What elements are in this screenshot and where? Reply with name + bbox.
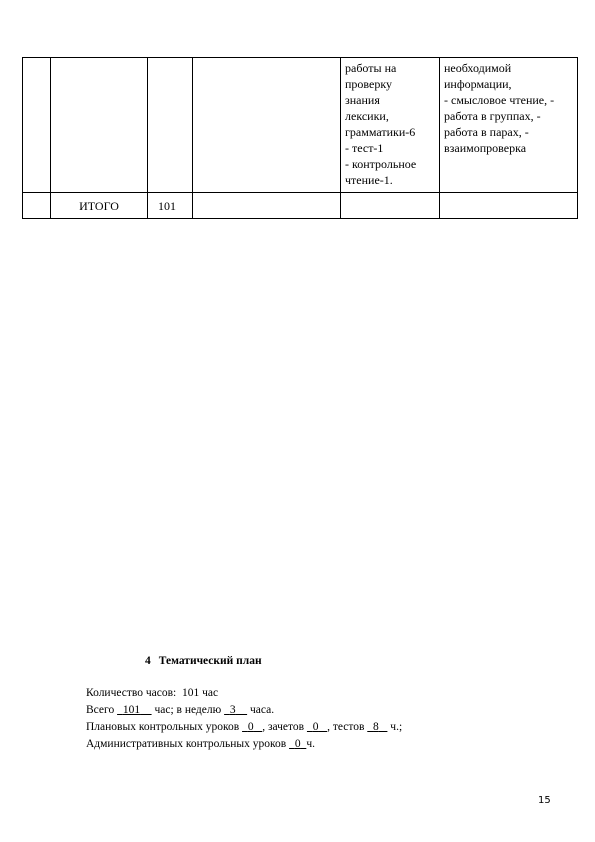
credits-label: , зачетов	[262, 721, 305, 733]
total-row	[23, 193, 578, 219]
curriculum-table	[22, 57, 578, 219]
total-value-cell	[148, 193, 193, 219]
admin-line	[86, 737, 315, 751]
section-title: Тематический план	[158, 655, 262, 667]
admin-prefix: Административных контрольных уроков	[86, 738, 287, 750]
section-number: 4	[145, 655, 151, 667]
page-number: 15	[538, 795, 551, 806]
table-row	[23, 58, 578, 193]
table-cell	[440, 193, 578, 219]
hours-label: Количество часов:	[86, 687, 177, 699]
weekly-suffix: часа.	[249, 704, 275, 716]
table-cell	[51, 58, 148, 193]
total-value: 101	[158, 198, 176, 213]
table-cell	[341, 193, 440, 219]
control-prefix: Плановых контрольных уроков	[86, 721, 240, 733]
credits-value-underlined: 0	[312, 721, 319, 733]
table-cell	[193, 193, 341, 219]
total-mid: час; в неделю	[154, 704, 222, 716]
total-value-underlined: 101	[122, 704, 141, 716]
table-cell-activities	[440, 58, 578, 193]
activities-text: необходимой информации, - смысловое чтение, - работа в группах, - работа в парах, - взаимопроверка	[444, 61, 555, 155]
table-cell	[23, 193, 51, 219]
total-line	[86, 703, 274, 717]
tests-value-underlined: 8	[373, 721, 379, 733]
hours-line	[86, 686, 218, 700]
table-cell	[193, 58, 341, 193]
tests-suffix: ч.;	[390, 721, 403, 733]
section-heading	[145, 655, 262, 667]
tests-label: , тестов	[327, 721, 365, 733]
table-cell-control-forms	[341, 58, 440, 193]
admin-suffix: ч.	[306, 738, 315, 750]
table-cell	[23, 58, 51, 193]
control-value-underlined: 0	[247, 721, 254, 733]
total-label-cell	[51, 193, 148, 219]
table-cell	[148, 58, 193, 193]
total-label: ИТОГО	[79, 198, 119, 213]
hours-value: 101 час	[182, 687, 219, 699]
total-prefix: Всего	[86, 704, 115, 716]
control-forms-text: работы на проверку знания лексики, грамматики-6 - тест-1 - контрольное чтение-1.	[345, 61, 417, 187]
admin-value-underlined: 0	[294, 738, 301, 750]
weekly-value-underlined: 3	[229, 704, 236, 716]
control-line	[86, 720, 402, 734]
